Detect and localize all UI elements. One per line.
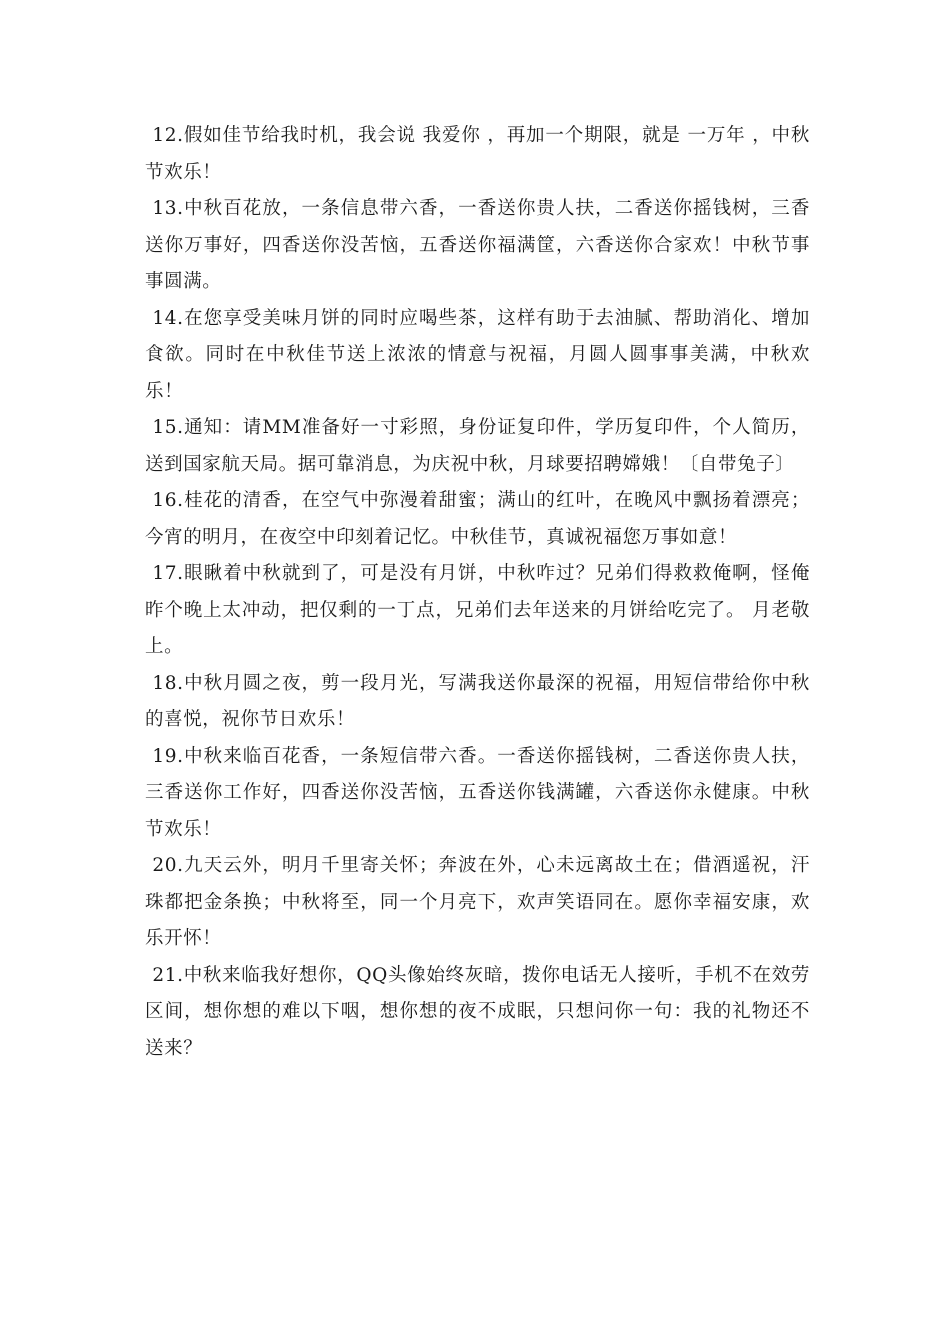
paragraph-14: 14.在您享受美味月饼的同时应喝些茶，这样有助于去油腻、帮助消化、增加食欲。同时在中秋佳节送上浓浓的情意与祝福，月圆人圆事事美满，中秋欢乐！ [145, 307, 810, 402]
paragraph-15: 15.通知：请MM准备好一寸彩照，身份证复印件，学历复印件，个人简历，送到国家航天局。据可靠消息，为庆祝中秋，月球要招聘嫦娥！〔自带兔子〕 [145, 417, 810, 475]
paragraph-17: 17.眼瞅着中秋就到了，可是没有月饼，中秋咋过？兄弟们得救救俺啊，怪俺昨个晚上太冲动，把仅剩的一丁点，兄弟们去年送来的月饼给吃完了。 月老敬上。 [145, 563, 810, 657]
document-body [145, 118, 810, 1067]
paragraph-19: 19.中秋来临百花香，一条短信带六香。一香送你摇钱树，二香送你贵人扶，三香送你工作好，四香送你没苦恼，五香送你钱满罐，六香送你永健康。中秋节欢乐！ [145, 745, 810, 840]
paragraph-13: 13.中秋百花放，一条信息带六香，一香送你贵人扶，二香送你摇钱树，三香送你万事好，四香送你没苦恼，五香送你福满筐，六香送你合家欢！中秋节事事圆满。 [145, 198, 810, 292]
paragraph-18: 18.中秋月圆之夜，剪一段月光，写满我送你最深的祝福，用短信带给你中秋的喜悦，祝你节日欢乐！ [145, 672, 810, 730]
paragraph-16: 16.桂花的清香，在空气中弥漫着甜蜜；满山的红叶，在晚风中飘扬着漂亮；今宵的明月，在夜空中印刻着记忆。中秋佳节，真诚祝福您万事如意！ [145, 490, 810, 548]
paragraph-12: 12.假如佳节给我时机，我会说 我爱你 ，再加一个期限，就是 一万年 ，中秋节欢乐！ [145, 125, 810, 183]
paragraph-20: 20.九天云外，明月千里寄关怀；奔波在外，心未远离故土在；借酒遥祝，汗珠都把金条换；中秋将至，同一个月亮下，欢声笑语同在。愿你幸福安康，欢乐开怀！ [145, 855, 810, 949]
paragraph-21: 21.中秋来临我好想你，QQ头像始终灰暗，拨你电话无人接听，手机不在效劳区间，想你想的难以下咽，想你想的夜不成眠，只想问你一句：我的礼物还不送来？ [145, 964, 810, 1059]
